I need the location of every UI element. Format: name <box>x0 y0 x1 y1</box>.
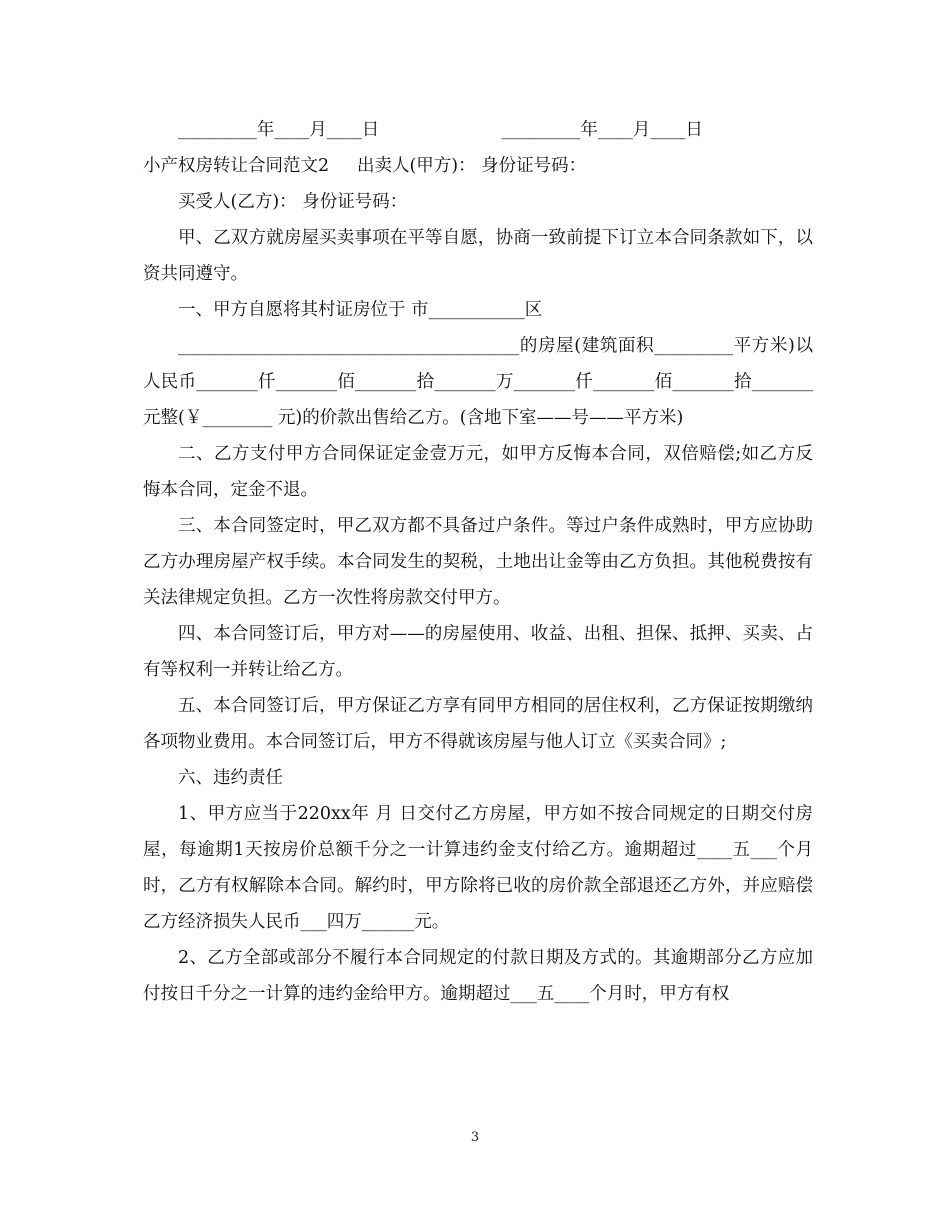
paragraph-preamble: 甲、乙双方就房屋买卖事项在平等自愿，协商一致前提下订立本合同条款如下，以资共同遵守。 <box>143 228 813 284</box>
page-number: 3 <box>470 1130 480 1145</box>
signature-date-line: _________年____月____日 _________年____月____日 <box>178 120 703 140</box>
document-body <box>143 112 813 1012</box>
paragraph-clause-1-price: _______________________________________的房屋(建筑面积_________平方米)以人民币_______仟_______佰_______拾_______万_______仟_______佰_______拾_______元整(￥________ 元)的价款出售给乙方。(含地下室——号——平方米) <box>143 336 813 428</box>
paragraph-clause-5: 五、本合同签订后，甲方保证乙方享有同甲方相同的居住权利，乙方保证按期缴纳各项物业费用。本合同签订后，甲方不得就该房屋与他人订立《买卖合同》; <box>143 696 813 752</box>
paragraph-breach-1: 1、甲方应当于220xx年 月 日交付乙方房屋，甲方如不按合同规定的日期交付房屋，每逾期1天按房价总额千分之一计算违约金支付给乙方。逾期超过____五___个月时，乙方有权解除本合同。解约时，甲方除将已收的房价款全部退还乙方外，并应赔偿乙方经济损失人民币___四万______元。 <box>143 804 813 932</box>
paragraph-clause-4: 四、本合同签订后，甲方对——的房屋使用、收益、出租、担保、抵押、买卖、占有等权利一并转让给乙方。 <box>143 624 813 680</box>
paragraph-breach-2: 2、乙方全部或部分不履行本合同规定的付款日期及方式的。其逾期部分乙方应加付按日千分之一计算的违约金给甲方。逾期超过___五____个月时，甲方有权 <box>143 948 813 1004</box>
buyer-line: 买受人(乙方)： 身份证号码： <box>178 192 408 212</box>
contract-title-line: 小产权房转让合同范文2 出卖人(甲方)： 身份证号码： <box>143 156 587 176</box>
paragraph-clause-3: 三、本合同签定时，甲乙双方都不具备过户条件。等过户条件成熟时，甲方应协助乙方办理房屋产权手续。本合同发生的契税，土地出让金等由乙方负担。其他税费按有关法律规定负担。乙方一次性将房款交付甲方。 <box>143 516 813 608</box>
paragraph-clause-1-location: 一、甲方自愿将其村证房位于 市___________区 <box>178 300 543 320</box>
section-heading-breach: 六、违约责任 <box>178 768 283 788</box>
paragraph-clause-2: 二、乙方支付甲方合同保证定金壹万元，如甲方反悔本合同，双倍赔偿;如乙方反悔本合同，定金不退。 <box>143 444 813 500</box>
